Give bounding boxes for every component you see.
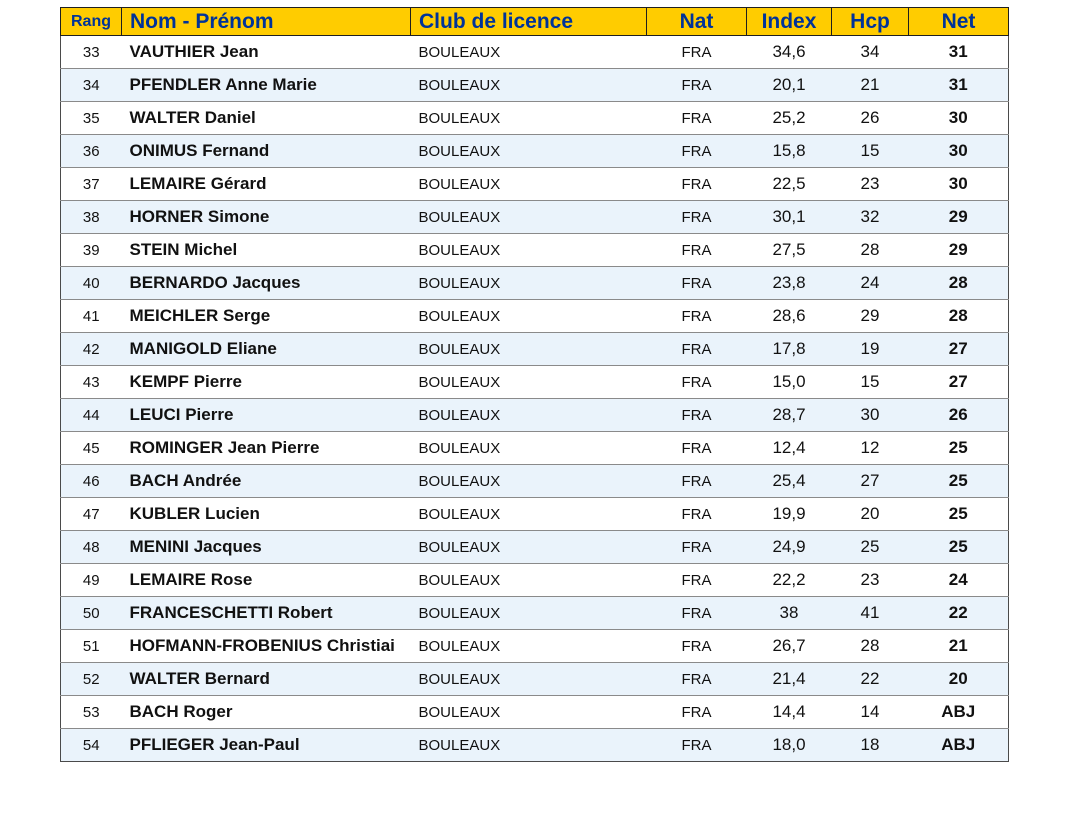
cell-nat: FRA — [647, 630, 747, 663]
cell-club: BOULEAUX — [411, 498, 647, 531]
cell-hcp: 28 — [832, 630, 909, 663]
cell-nat: FRA — [647, 597, 747, 630]
header-hcp: Hcp — [832, 8, 909, 36]
cell-index: 28,6 — [747, 300, 832, 333]
cell-club: BOULEAUX — [411, 696, 647, 729]
table-row — [61, 597, 1009, 630]
cell-hcp: 28 — [832, 234, 909, 267]
cell-nom: WALTER Bernard — [122, 663, 411, 696]
cell-club: BOULEAUX — [411, 234, 647, 267]
cell-nat: FRA — [647, 498, 747, 531]
cell-net: 28 — [909, 300, 1009, 333]
cell-index: 12,4 — [747, 432, 832, 465]
cell-nat: FRA — [647, 201, 747, 234]
cell-index: 28,7 — [747, 399, 832, 432]
table-row — [61, 696, 1009, 729]
cell-nom: LEUCI Pierre — [122, 399, 411, 432]
cell-net: 25 — [909, 432, 1009, 465]
cell-club: BOULEAUX — [411, 663, 647, 696]
cell-index: 14,4 — [747, 696, 832, 729]
cell-hcp: 23 — [832, 564, 909, 597]
table-row — [61, 498, 1009, 531]
header-nom: Nom - Prénom — [122, 8, 411, 36]
cell-rang: 52 — [61, 663, 122, 696]
cell-nat: FRA — [647, 267, 747, 300]
cell-rang: 36 — [61, 135, 122, 168]
cell-hcp: 12 — [832, 432, 909, 465]
cell-rang: 33 — [61, 36, 122, 69]
cell-net: 25 — [909, 465, 1009, 498]
cell-club: BOULEAUX — [411, 399, 647, 432]
cell-hcp: 34 — [832, 36, 909, 69]
cell-nat: FRA — [647, 69, 747, 102]
cell-club: BOULEAUX — [411, 300, 647, 333]
cell-club: BOULEAUX — [411, 729, 647, 762]
cell-nom: LEMAIRE Rose — [122, 564, 411, 597]
cell-index: 34,6 — [747, 36, 832, 69]
cell-net: 22 — [909, 597, 1009, 630]
cell-hcp: 18 — [832, 729, 909, 762]
cell-hcp: 15 — [832, 135, 909, 168]
cell-club: BOULEAUX — [411, 267, 647, 300]
cell-nat: FRA — [647, 234, 747, 267]
cell-hcp: 41 — [832, 597, 909, 630]
cell-index: 22,5 — [747, 168, 832, 201]
table-row — [61, 432, 1009, 465]
cell-club: BOULEAUX — [411, 135, 647, 168]
cell-nom: HOFMANN-FROBENIUS Christiai — [122, 630, 411, 663]
cell-nat: FRA — [647, 333, 747, 366]
header-index: Index — [747, 8, 832, 36]
cell-index: 25,2 — [747, 102, 832, 135]
header-rang: Rang — [61, 8, 122, 36]
cell-club: BOULEAUX — [411, 630, 647, 663]
cell-hcp: 19 — [832, 333, 909, 366]
cell-nom: ONIMUS Fernand — [122, 135, 411, 168]
cell-club: BOULEAUX — [411, 366, 647, 399]
cell-net: 27 — [909, 366, 1009, 399]
cell-nom: ROMINGER Jean Pierre — [122, 432, 411, 465]
cell-hcp: 24 — [832, 267, 909, 300]
table-row — [61, 201, 1009, 234]
cell-hcp: 26 — [832, 102, 909, 135]
cell-rang: 54 — [61, 729, 122, 762]
table-body — [61, 36, 1009, 762]
cell-club: BOULEAUX — [411, 531, 647, 564]
cell-nom: PFLIEGER Jean-Paul — [122, 729, 411, 762]
table-row — [61, 300, 1009, 333]
cell-rang: 49 — [61, 564, 122, 597]
cell-club: BOULEAUX — [411, 69, 647, 102]
cell-nom: MANIGOLD Eliane — [122, 333, 411, 366]
table-row — [61, 531, 1009, 564]
cell-rang: 42 — [61, 333, 122, 366]
cell-net: 30 — [909, 135, 1009, 168]
cell-hcp: 29 — [832, 300, 909, 333]
cell-rang: 44 — [61, 399, 122, 432]
cell-index: 30,1 — [747, 201, 832, 234]
cell-club: BOULEAUX — [411, 102, 647, 135]
cell-nat: FRA — [647, 366, 747, 399]
cell-net: ABJ — [909, 729, 1009, 762]
cell-net: 20 — [909, 663, 1009, 696]
cell-index: 26,7 — [747, 630, 832, 663]
cell-club: BOULEAUX — [411, 597, 647, 630]
cell-index: 21,4 — [747, 663, 832, 696]
cell-net: 28 — [909, 267, 1009, 300]
cell-nat: FRA — [647, 465, 747, 498]
cell-net: 27 — [909, 333, 1009, 366]
table-row — [61, 267, 1009, 300]
table-header — [61, 8, 1009, 36]
cell-nom: MENINI Jacques — [122, 531, 411, 564]
cell-nom: MEICHLER Serge — [122, 300, 411, 333]
cell-hcp: 21 — [832, 69, 909, 102]
cell-index: 18,0 — [747, 729, 832, 762]
cell-rang: 41 — [61, 300, 122, 333]
table-row — [61, 663, 1009, 696]
cell-club: BOULEAUX — [411, 432, 647, 465]
cell-rang: 53 — [61, 696, 122, 729]
cell-nom: LEMAIRE Gérard — [122, 168, 411, 201]
table-row — [61, 729, 1009, 762]
table-row — [61, 399, 1009, 432]
cell-club: BOULEAUX — [411, 36, 647, 69]
results-sheet — [60, 7, 1008, 762]
cell-net: 31 — [909, 69, 1009, 102]
table-row — [61, 333, 1009, 366]
cell-hcp: 20 — [832, 498, 909, 531]
cell-nom: WALTER Daniel — [122, 102, 411, 135]
header-net: Net — [909, 8, 1009, 36]
cell-rang: 40 — [61, 267, 122, 300]
cell-index: 27,5 — [747, 234, 832, 267]
cell-hcp: 27 — [832, 465, 909, 498]
cell-nat: FRA — [647, 432, 747, 465]
cell-club: BOULEAUX — [411, 465, 647, 498]
cell-rang: 38 — [61, 201, 122, 234]
cell-index: 20,1 — [747, 69, 832, 102]
cell-nom: VAUTHIER Jean — [122, 36, 411, 69]
cell-hcp: 32 — [832, 201, 909, 234]
cell-index: 19,9 — [747, 498, 832, 531]
header-club: Club de licence — [411, 8, 647, 36]
cell-net: 26 — [909, 399, 1009, 432]
cell-hcp: 22 — [832, 663, 909, 696]
table-row — [61, 102, 1009, 135]
cell-net: ABJ — [909, 696, 1009, 729]
cell-index: 25,4 — [747, 465, 832, 498]
cell-nat: FRA — [647, 663, 747, 696]
cell-rang: 43 — [61, 366, 122, 399]
header-nat: Nat — [647, 8, 747, 36]
cell-club: BOULEAUX — [411, 168, 647, 201]
cell-rang: 45 — [61, 432, 122, 465]
cell-hcp: 23 — [832, 168, 909, 201]
table-row — [61, 135, 1009, 168]
table-row — [61, 366, 1009, 399]
table-row — [61, 564, 1009, 597]
table-row — [61, 69, 1009, 102]
cell-net: 31 — [909, 36, 1009, 69]
cell-index: 17,8 — [747, 333, 832, 366]
cell-net: 30 — [909, 102, 1009, 135]
cell-rang: 46 — [61, 465, 122, 498]
cell-nat: FRA — [647, 300, 747, 333]
table-row — [61, 630, 1009, 663]
cell-index: 38 — [747, 597, 832, 630]
cell-nat: FRA — [647, 168, 747, 201]
cell-club: BOULEAUX — [411, 564, 647, 597]
table-row — [61, 234, 1009, 267]
cell-nat: FRA — [647, 729, 747, 762]
cell-rang: 50 — [61, 597, 122, 630]
cell-nom: BERNARDO Jacques — [122, 267, 411, 300]
cell-net: 29 — [909, 234, 1009, 267]
cell-hcp: 14 — [832, 696, 909, 729]
cell-nom: BACH Roger — [122, 696, 411, 729]
cell-rang: 51 — [61, 630, 122, 663]
cell-nat: FRA — [647, 102, 747, 135]
cell-nat: FRA — [647, 399, 747, 432]
cell-net: 25 — [909, 531, 1009, 564]
table-row — [61, 36, 1009, 69]
cell-nat: FRA — [647, 531, 747, 564]
cell-net: 25 — [909, 498, 1009, 531]
cell-net: 30 — [909, 168, 1009, 201]
cell-nat: FRA — [647, 36, 747, 69]
cell-club: BOULEAUX — [411, 201, 647, 234]
cell-index: 22,2 — [747, 564, 832, 597]
cell-rang: 37 — [61, 168, 122, 201]
cell-index: 15,8 — [747, 135, 832, 168]
cell-net: 29 — [909, 201, 1009, 234]
cell-rang: 47 — [61, 498, 122, 531]
cell-nom: STEIN Michel — [122, 234, 411, 267]
cell-index: 24,9 — [747, 531, 832, 564]
cell-index: 15,0 — [747, 366, 832, 399]
cell-rang: 34 — [61, 69, 122, 102]
cell-nat: FRA — [647, 564, 747, 597]
cell-nom: PFENDLER Anne Marie — [122, 69, 411, 102]
table-row — [61, 465, 1009, 498]
cell-hcp: 30 — [832, 399, 909, 432]
header-row — [61, 8, 1009, 36]
cell-net: 21 — [909, 630, 1009, 663]
cell-nom: BACH Andrée — [122, 465, 411, 498]
cell-nat: FRA — [647, 696, 747, 729]
table-row — [61, 168, 1009, 201]
cell-nom: HORNER Simone — [122, 201, 411, 234]
cell-nom: KUBLER Lucien — [122, 498, 411, 531]
cell-nom: FRANCESCHETTI Robert — [122, 597, 411, 630]
cell-rang: 39 — [61, 234, 122, 267]
cell-net: 24 — [909, 564, 1009, 597]
cell-rang: 48 — [61, 531, 122, 564]
results-table — [60, 7, 1009, 762]
cell-nat: FRA — [647, 135, 747, 168]
cell-rang: 35 — [61, 102, 122, 135]
cell-club: BOULEAUX — [411, 333, 647, 366]
cell-nom: KEMPF Pierre — [122, 366, 411, 399]
cell-hcp: 25 — [832, 531, 909, 564]
cell-index: 23,8 — [747, 267, 832, 300]
cell-hcp: 15 — [832, 366, 909, 399]
